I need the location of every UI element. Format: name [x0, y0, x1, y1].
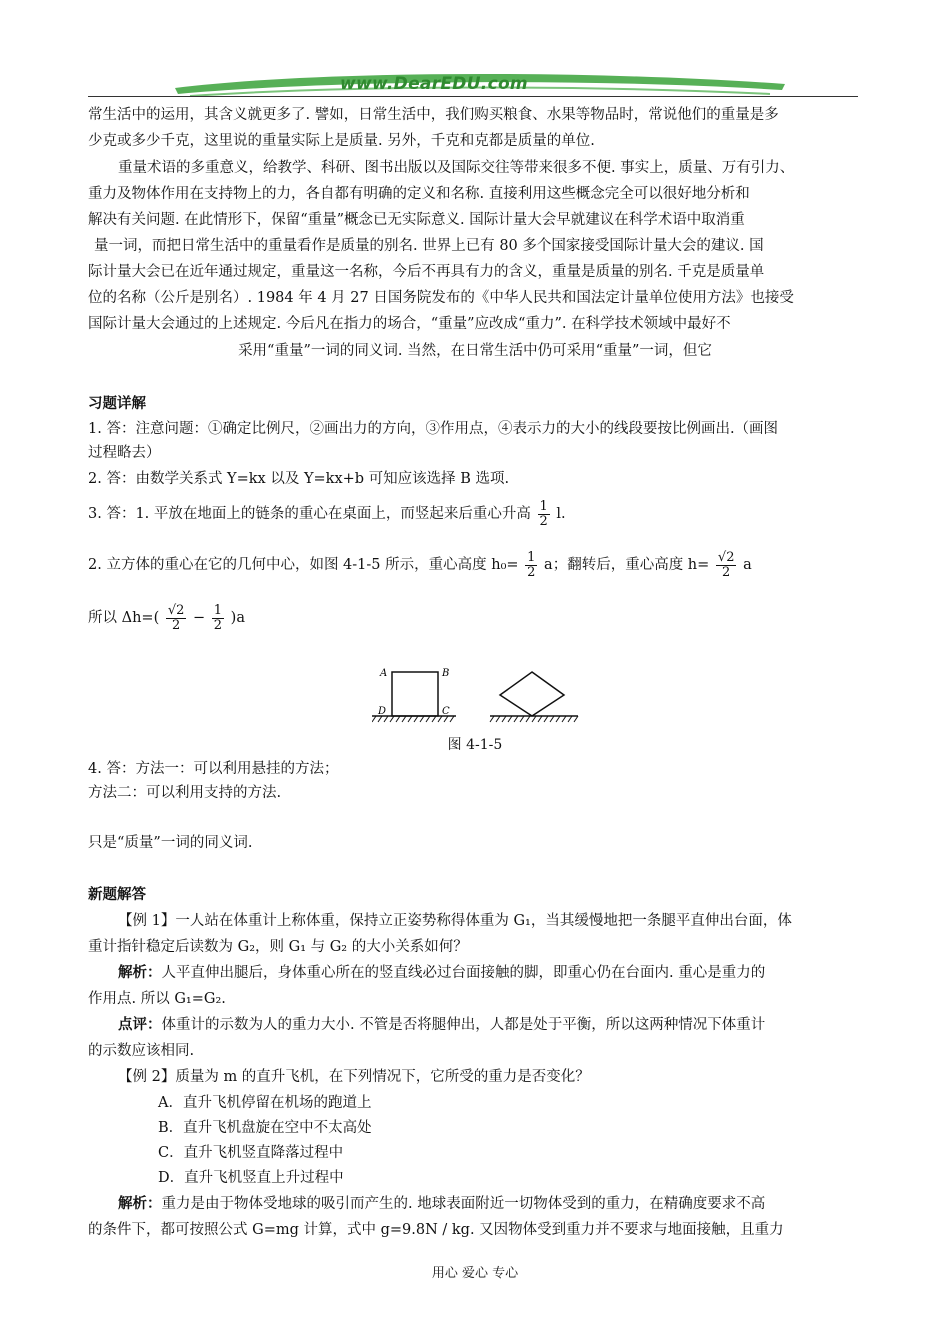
label-D: D: [378, 706, 387, 717]
example-2-solution: 解析：重力是由于物体受地球的吸引而产生的. 地球表面附近一切物体受到的重力，在精确度要求不高: [118, 1196, 766, 1212]
para-line: 国际计量大会通过的上述规定. 今后凡在指力的场合，“重量”应改成“重力”. 在科学技术领域中最好不: [88, 316, 731, 332]
option-c: C．直升飞机竖直降落过程中: [158, 1145, 344, 1161]
answer-4-line: 4. 答：方法一：可以利用悬挂的方法；: [88, 761, 339, 777]
answer-1-line: 1. 答：注意问题：①确定比例尺，②画出力的方向，③作用点，④表示力的大小的线段要按比例画出.（画图: [88, 421, 779, 437]
example-2-line: 【例 2】质量为 m 的直升飞机，在下列情况下，它所受的重力是否变化？: [118, 1069, 590, 1085]
option-d: D．直升飞机竖直上升过程中: [158, 1170, 344, 1186]
answer-1-line: 过程略去）: [88, 445, 161, 461]
answer-3-text: 3. 答：1. 平放在地面上的链条的重心在桌面上，而竖起来后重心升高: [88, 506, 531, 522]
figure-caption: 图 4-1-5: [447, 737, 503, 753]
answer-2: 2. 答：由数学关系式 Y=kx 以及 Y=kx+b 可知应该选择 B 选项.: [88, 471, 510, 487]
example-2-solution-line: 的条件下，都可按照公式 G=mg 计算，式中 g=9.8N / kg. 又因物体受到重力并不要求与地面接触，且重力: [88, 1222, 784, 1238]
para-line: 际计量大会已在近年通过规定，重量这一名称，今后不再具有力的含义，重量是质量的别名. 千克是质量单: [88, 264, 765, 280]
section-heading-exercises: 习题详解: [88, 396, 146, 412]
site-url-logo: www.DearEDU.com: [340, 74, 528, 94]
answer-4-line: 方法二：可以利用支持的方法.: [88, 785, 282, 801]
example-1-line: 重计指针稳定后读数为 G₂，则 G₁ 与 G₂ 的大小关系如何？: [88, 939, 468, 955]
para-line: 解决有关问题. 在此情形下，保留“重量”概念已无实际意义. 国际计量大会早就建议在科学术语中取消重: [88, 212, 745, 228]
header-rule: [88, 96, 858, 97]
example-1-comment: 点评：体重计的示数为人的重力大小. 不管是否将腿伸出，人都是处于平衡，所以这两种情况下体重计: [118, 1017, 766, 1033]
fraction-half: $\frac{1}{2}$: [527, 549, 536, 580]
answer-3-tail: l.: [556, 506, 566, 522]
fraction-sqrt2-over-2: $\frac{√2}{2}$: [717, 549, 735, 580]
para-line: 采用“重量”一词的同义词. 当然，在日常生活中仍可采用“重量”一词，但它: [238, 343, 712, 359]
label-C: C: [442, 706, 450, 717]
para-line: 量一词，而把日常生活中的重量看作是质量的别名. 世界上已有 80 多个国家接受国际计量大会的建议. 国: [94, 238, 764, 254]
answer-3b: 2. 立方体的重心在它的几何中心，如图 4-1-5 所示，重心高度 h₀= $\frac{1}{2}$ a；翻转后，重心高度 h= $\frac{√2}{2}$ a: [88, 549, 752, 580]
answer-3c: 所以 Δh=( $\frac{√2}{2}$ − $\frac{1}{2}$ )a: [88, 602, 245, 633]
option-b: B．直升飞机盘旋在空中不太高处: [158, 1120, 372, 1136]
example-1-solution-line: 作用点. 所以 G₁=G₂.: [88, 991, 226, 1007]
example-1-comment-line: 的示数应该相同.: [88, 1043, 195, 1059]
label-B: B: [442, 668, 450, 679]
tail-line: 只是“质量”一词的同义词.: [88, 835, 253, 851]
example-1-solution: 解析：人平直伸出腿后，身体重心所在的竖直线必过台面接触的脚，即重心仍在台面内. 重心是重力的: [118, 965, 766, 981]
cube-square-tilted: [490, 672, 578, 722]
fraction-half: $\frac{1}{2}$: [539, 498, 548, 529]
label-A: A: [380, 668, 388, 679]
para-line: 重力及物体作用在支持物上的力，各自都有明确的定义和名称. 直接利用这些概念完全可以很好地分析和: [88, 186, 750, 202]
cube-square-upright: [372, 668, 456, 722]
option-a: A．直升飞机停留在机场的跑道上: [158, 1095, 372, 1111]
para-line: 位的名称（公斤是别名）. 1984 年 4 月 27 日国务院发布的《中华人民共和国法定计量单位使用方法》也接受: [88, 290, 794, 306]
intro-line: 少克或多少千克，这里说的重量实际上是质量. 另外，千克和克都是质量的单位.: [88, 133, 595, 149]
answer-3: [88, 496, 566, 532]
para-line: 重量术语的多重意义，给教学、科研、图书出版以及国际交往等带来很多不便. 事实上，质量、万有引力、: [118, 160, 795, 176]
fraction-half: $\frac{1}{2}$: [213, 602, 223, 633]
intro-line: 常生活中的运用，其含义就更多了. 譬如，日常生活中，我们购买粮食、水果等物品时，常说他们的重量是多: [88, 107, 779, 123]
page-footer: 用心 爱心 专心: [431, 1266, 519, 1281]
section-heading-new-problems: 新题解答: [88, 887, 146, 903]
fraction-sqrt2-over-2: $\frac{√2}{2}$: [167, 602, 185, 633]
example-1-line: 【例 1】一人站在体重计上称体重，保持立正姿势称得体重为 G₁，当其缓慢地把一条腿平直伸出台面，体: [118, 913, 792, 929]
figure-cube-diagram: [372, 662, 582, 724]
